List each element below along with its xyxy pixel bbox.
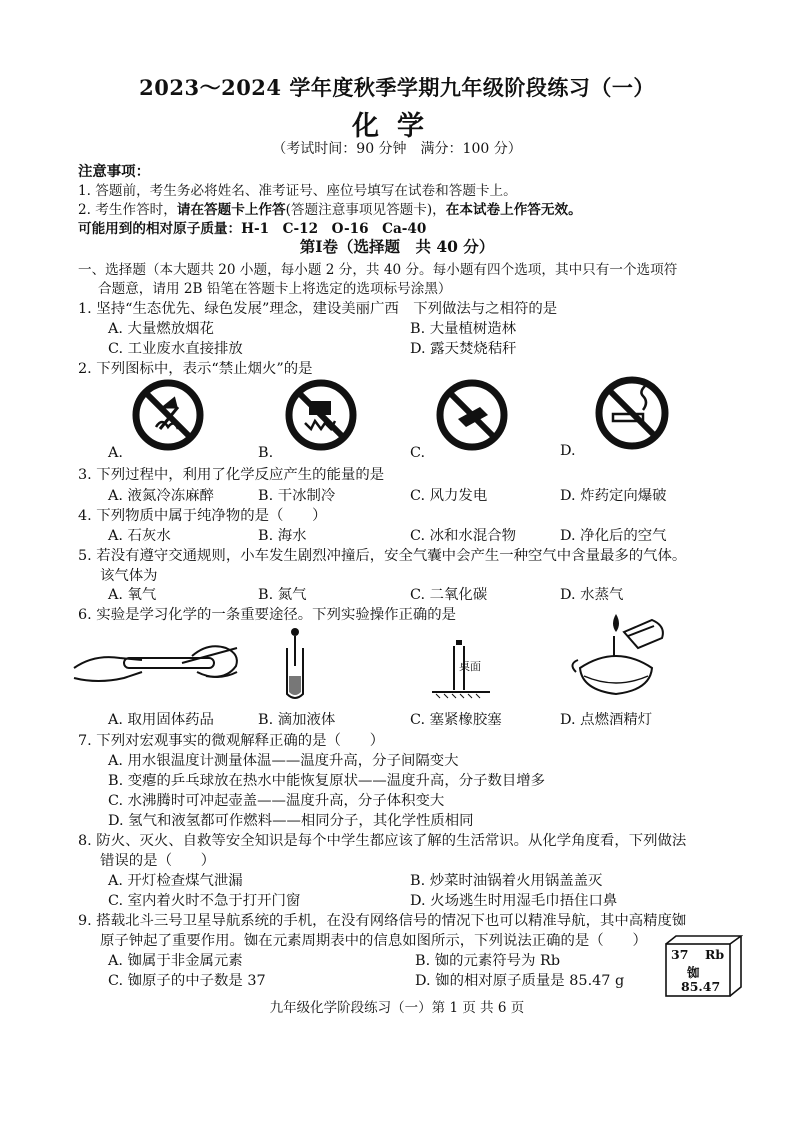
alcohol-lamp-illustration xyxy=(566,606,670,704)
section-instruction-1: 一、选择题（本大题共 20 小题，每小题 2 分，共 40 分。每小题有四个选项，其中只有一个选项符 xyxy=(78,262,678,278)
q4-stem: 4. 下列物质中属于纯净物的是（ ） xyxy=(78,508,327,524)
q3-option-a: A. 液氮冷冻麻醉 xyxy=(108,488,214,504)
q8-option-a: A. 开灯检查煤气泄漏 xyxy=(108,873,243,889)
q5-stem-2: 该气体为 xyxy=(100,568,158,584)
q5-option-c: C. 二氧化碳 xyxy=(410,587,488,603)
q9-option-c: C. 铷原子的中子数是 37 xyxy=(108,973,266,989)
q4-option-a: A. 石灰水 xyxy=(108,528,171,544)
q2-option-b: B. xyxy=(258,445,274,461)
q8-option-b: B. 炒菜时油锅着火用锅盖盖灭 xyxy=(410,873,603,889)
q6-option-a: A. 取用固体药品 xyxy=(108,712,214,728)
q3-option-d: D. 炸药定向爆破 xyxy=(560,488,667,504)
exam-title: 2023～2024 学年度秋季学期九年级阶段练习（一） xyxy=(139,75,655,100)
q3-option-c: C. 风力发电 xyxy=(410,488,488,504)
q6-stem: 6. 实验是学习化学的一条重要途径。下列实验操作正确的是 xyxy=(78,607,457,623)
q1-option-c: C. 工业废水直接排放 xyxy=(108,341,243,357)
section-title: 第Ⅰ卷（选择题 共 40 分） xyxy=(299,237,495,256)
q3-stem: 3. 下列过程中，利用了化学反应产生的能量的是 xyxy=(78,467,385,483)
desk-label: 桌面 xyxy=(459,660,481,673)
q5-option-d: D. 水蒸气 xyxy=(560,587,624,603)
q3-option-b: B. 干冰制冷 xyxy=(258,488,336,504)
dropper-test-tube-illustration xyxy=(280,626,310,704)
q2-option-d: D. xyxy=(560,443,576,459)
q7-option-b: B. 变瘪的乒乓球放在热水中能恢复原状——温度升高，分子数目增多 xyxy=(108,773,546,789)
q7-option-a: A. 用水银温度计测量体温——温度升高，分子间隔变大 xyxy=(108,753,459,769)
no-burning-sign-icon xyxy=(130,377,206,453)
q8-stem-2: 错误的是（ ） xyxy=(100,853,216,869)
q9-option-b: B. 铷的元素符号为 Rb xyxy=(415,953,561,969)
atomic-mass-line: 可能用到的相对原子质量：H-1 C-12 O-16 Ca-40 xyxy=(78,221,427,237)
q9-option-a: A. 铷属于非金属元素 xyxy=(108,953,243,969)
page-footer: 九年级化学阶段练习（一）第 1 页 共 6 页 xyxy=(269,1000,525,1016)
notes-heading: 注意事项： xyxy=(78,163,150,180)
q6-option-b: B. 滴加液体 xyxy=(258,712,336,728)
section-instruction-2: 合题意，请用 2B 铅笔在答题卡上将选定的选项标号涂黑） xyxy=(98,281,452,297)
q7-stem: 7. 下列对宏观事实的微观解释正确的是（ ） xyxy=(78,733,385,749)
q2-option-c: C. xyxy=(410,445,426,461)
q1-option-b: B. 大量植树造林 xyxy=(410,321,517,337)
q7-option-d: D. 氢气和液氢都可作燃料——相同分子，其化学性质相同 xyxy=(108,813,474,829)
q8-stem: 8. 防火、灭火、自救等安全知识是每个中学生都应该了解的生活常识。从化学角度看，下列做法 xyxy=(78,833,687,849)
no-matches-sign-icon xyxy=(434,377,510,453)
q7-option-c: C. 水沸腾时可冲起壶盖——温度升高，分子体积变大 xyxy=(108,793,445,809)
q6-option-c: C. 塞紧橡胶塞 xyxy=(410,712,502,728)
q1-stem: 1. 坚持“生态优先、绿色发展”理念，建设美丽广西 下列做法与之相符的是 xyxy=(78,301,558,317)
q6-option-d: D. 点燃酒精灯 xyxy=(560,712,653,728)
element-symbol: Rb xyxy=(705,947,725,962)
element-atomic-number: 37 xyxy=(671,947,689,962)
q8-option-c: C. 室内着火时不急于打开门窗 xyxy=(108,893,301,909)
q4-option-c: C. 冰和水混合物 xyxy=(410,528,516,544)
element-name: 铷 xyxy=(687,965,700,980)
no-smoking-sign-icon xyxy=(593,374,671,452)
q4-option-b: B. 海水 xyxy=(258,528,307,544)
q9-option-d: D. 铷的相对原子质量是 85.47 g xyxy=(415,973,625,989)
q2-stem: 2. 下列图标中，表示“禁止烟火”的是 xyxy=(78,361,313,377)
notes-item-1: 1. 答题前，考生务必将姓名、准考证号、座位号填写在试卷和答题卡上。 xyxy=(78,183,517,199)
no-fireworks-sign-icon xyxy=(283,377,359,453)
q8-option-d: D. 火场逃生时用湿毛巾捂住口鼻 xyxy=(410,893,618,909)
q5-option-b: B. 氮气 xyxy=(258,587,307,603)
element-atomic-mass: 85.47 xyxy=(681,979,721,994)
q9-stem-2: 原子钟起了重要作用。铷在元素周期表中的信息如图所示，下列说法正确的是（ ） xyxy=(100,933,647,949)
q5-stem: 5. 若没有遵守交通规则，小车发生剧烈冲撞后，安全气囊中会产生一种空气中含量最多的气体。 xyxy=(78,548,687,564)
subject-title: 化学 xyxy=(352,111,442,142)
q1-option-d: D. 露天焚烧秸秆 xyxy=(410,341,517,357)
exam-info: （考试时间：90 分钟 满分：100 分） xyxy=(272,141,522,157)
q5-option-a: A. 氧气 xyxy=(108,587,157,603)
notes-item-2: 2. 考生作答时，请在答题卡上作答(答题注意事项见答题卡)，在本试卷上作答无效。 xyxy=(78,202,582,218)
q9-stem: 9. 搭载北斗三号卫星导航系统的手机，在没有网络信号的情况下也可以精准导航，其中高精度铷 xyxy=(78,913,687,929)
q1-option-a: A. 大量燃放烟花 xyxy=(108,321,214,337)
take-solid-drug-illustration xyxy=(72,628,244,692)
q4-option-d: D. 净化后的空气 xyxy=(560,528,667,544)
q2-option-a: A. xyxy=(108,445,123,461)
